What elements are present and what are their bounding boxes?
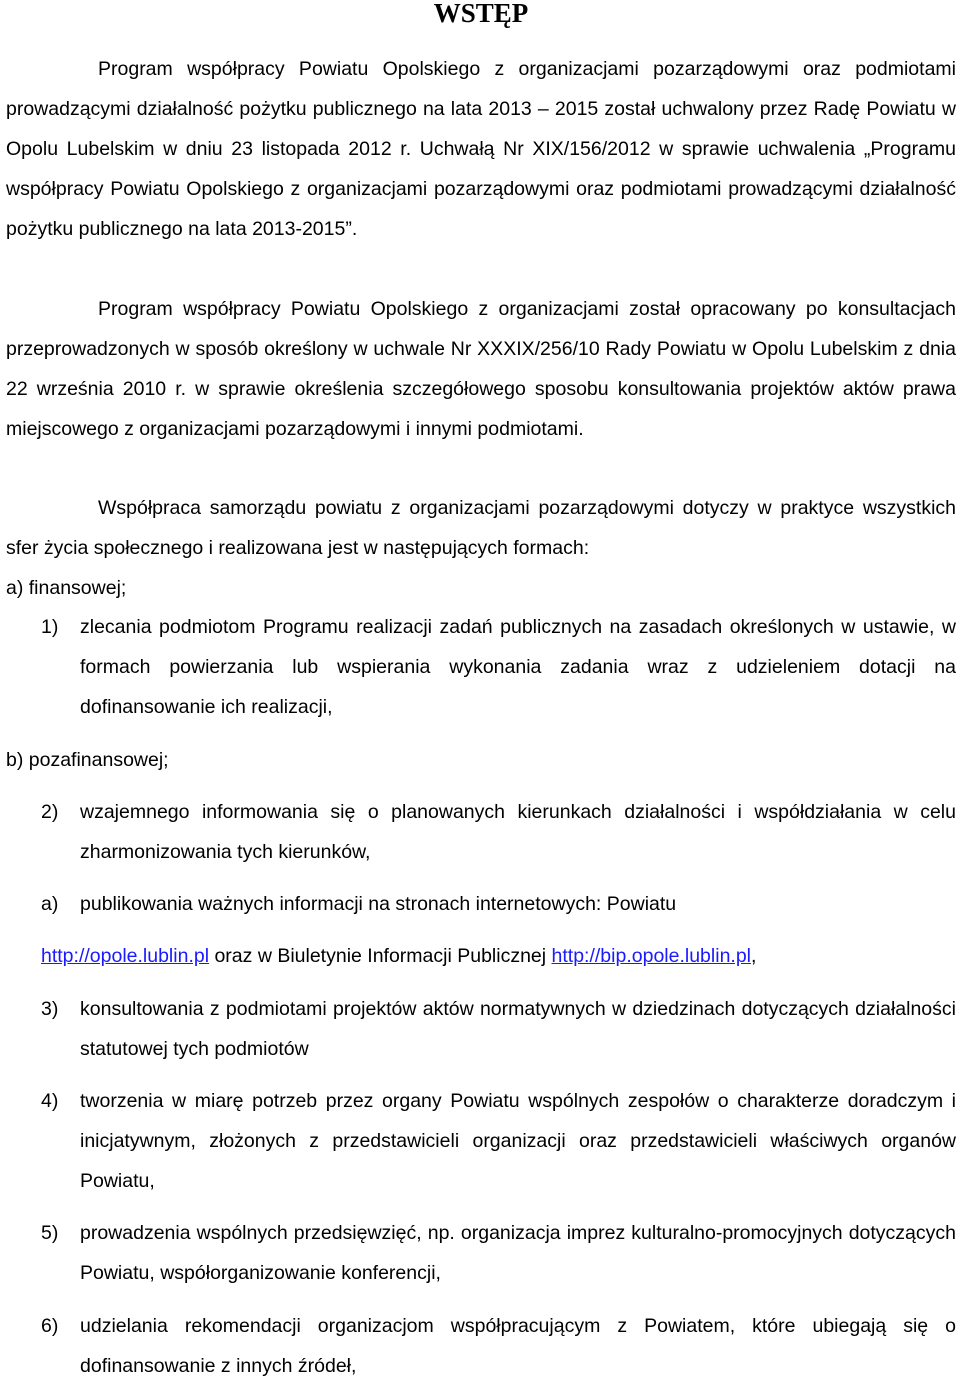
intro-paragraph-3-text: Współpraca samorządu powiatu z organizacjami pozarządowymi dotyczy w praktyce wszystkich sfer życia społecznego i realizowana jest w następujących formach: [6, 497, 956, 559]
list-item-4-number: 4) [41, 1090, 59, 1112]
form-b-label: b) pozafinansowej; [6, 749, 169, 771]
form-a-label: a) finansowej; [6, 577, 127, 599]
list-item-5-text: prowadzenia wspólnych przedsięwzięć, np. organizacja imprez kulturalno-promocyjnych dotyczących Powiatu, współorganizowanie konferencji, [80, 1222, 956, 1284]
intro-paragraph-2-text: Program współpracy Powiatu Opolskiego z organizacjami został opracowany po konsultacjach przeprowadzonych w sposób określony w uchwale Nr XXXIX/256/10 Rady Powiatu w Opolu Lubelskim z dnia 22 września 2010 r. w sprawie określenia szczegółowego sposobu konsultowania projektów aktów prawa miejscowego z organizacjami pozarządowymi i innymi podmiotami. [6, 298, 956, 440]
list-item-5 [41, 1213, 956, 1293]
list-item-5-number: 5) [41, 1222, 59, 1244]
page-title: WSTĘP [433, 0, 529, 28]
list-item-4-text: tworzenia w miarę potrzeb przez organy Powiatu wspólnych zespołów o charakterze doradczym i inicjatywnym, złożonych z przedstawicieli organizacji oraz przedstawicieli właściwych organów Powiatu, [80, 1090, 956, 1192]
list-item-2 [41, 792, 956, 872]
list-item-6-number: 6) [41, 1315, 59, 1337]
list-item-a-letter: a) [41, 893, 59, 915]
list-item-1-text: zlecania podmiotom Programu realizacji zadań publicznych na zasadach określonych w ustawie, w formach powierzania lub wspierania wykonania zadania wraz z udzieleniem dotacji na dofinansowanie ich realizacji, [80, 616, 956, 718]
intro-paragraph-2 [6, 289, 956, 449]
list-item-6-text: udzielania rekomendacji organizacjom współpracującym z Powiatem, które ubiegają się o dofinansowanie z innych źródeł, [80, 1315, 956, 1377]
links-line [41, 944, 756, 968]
list-item-1 [41, 607, 956, 727]
list-item-1-number: 1) [41, 616, 59, 638]
list-item-6 [41, 1306, 956, 1386]
powiat-website-link[interactable]: http://opole.lublin.pl [41, 945, 210, 967]
list-item-3 [41, 989, 956, 1069]
list-item-2-number: 2) [41, 801, 59, 823]
links-end-text: , [751, 945, 757, 967]
list-item-3-text: konsultowania z podmiotami projektów aktów normatywnych w dziedzinach dotyczących działalności statutowej tych podmiotów [80, 998, 956, 1060]
list-item-a-text: publikowania ważnych informacji na stronach internetowych: Powiatu [80, 893, 677, 915]
links-middle-text: oraz w Biuletynie Informacji Publicznej [209, 945, 552, 967]
intro-paragraph-3 [6, 488, 956, 568]
bip-website-link[interactable]: http://bip.opole.lublin.pl [551, 945, 752, 967]
list-item-2-text: wzajemnego informowania się o planowanych kierunkach działalności i współdziałania w celu zharmonizowania tych kierunków, [80, 801, 956, 863]
list-item-a [41, 892, 956, 916]
list-item-3-number: 3) [41, 998, 59, 1020]
list-item-4 [41, 1081, 956, 1201]
intro-paragraph-1 [6, 49, 956, 249]
intro-paragraph-1-text: Program współpracy Powiatu Opolskiego z organizacjami pozarządowymi oraz podmiotami prowadzącymi działalność pożytku publicznego na lata 2013 – 2015 został uchwalony przez Radę Powiatu w Opolu Lubelskim w dniu 23 listopada 2012 r. Uchwałą Nr XIX/156/2012 w sprawie uchwalenia „Programu współpracy Powiatu Opolskiego z organizacjami pozarządowymi oraz podmiotami prowadzącymi działalność pożytku publicznego na lata 2013-2015”. [6, 58, 956, 240]
